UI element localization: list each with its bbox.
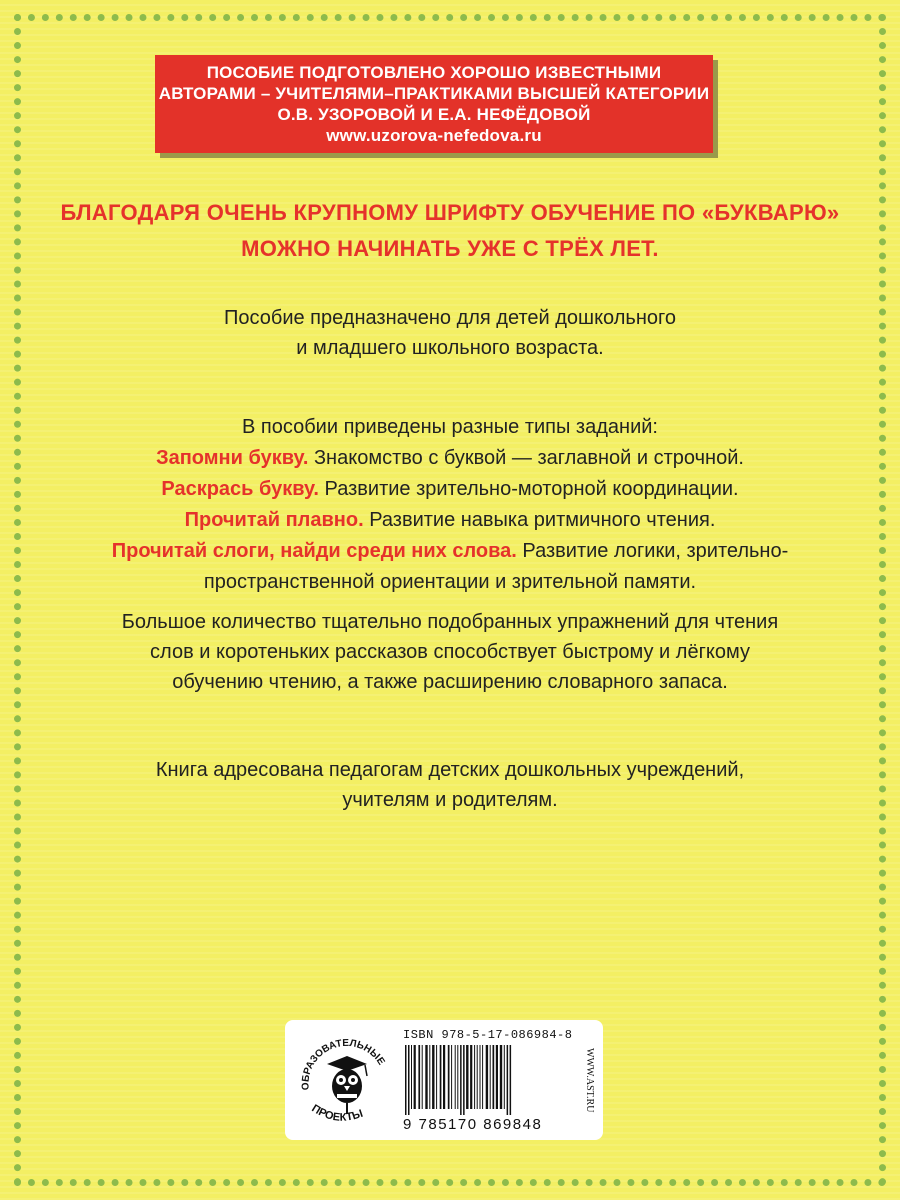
- logo-top-text: ОБРАЗОВАТЕЛЬНЫЕ: [300, 1037, 387, 1091]
- barcode-bar: [470, 1045, 472, 1109]
- barcode-bar: [510, 1045, 512, 1115]
- task-desc: Развитие логики, зрительно-: [516, 540, 789, 562]
- barcode-bar: [480, 1045, 481, 1109]
- svg-text:ПРОЕКТЫ: [309, 1103, 364, 1124]
- headline: [40, 195, 860, 267]
- barcode-bar: [455, 1045, 456, 1109]
- task-name: Прочитай плавно.: [184, 509, 364, 531]
- barcode-bar: [436, 1045, 437, 1109]
- barcode-bar: [405, 1045, 407, 1115]
- exercises-paragraph: [40, 607, 860, 697]
- task-item: [40, 505, 860, 536]
- task-desc: Знакомство с буквой — заглавной и строчной.: [308, 447, 744, 469]
- intro-line-1: Пособие предназначено для детей дошкольного: [224, 307, 676, 329]
- barcode-bar: [457, 1045, 458, 1109]
- headline-line-2: МОЖНО НАЧИНАТЬ УЖЕ С ТРЁХ ЛЕТ.: [241, 236, 659, 261]
- barcode-bar: [440, 1045, 442, 1109]
- task-name: Прочитай слоги, найди среди них слова.: [111, 540, 517, 562]
- banner-website: www.uzorova-nefedova.ru: [326, 126, 542, 145]
- barcode-bar: [429, 1045, 430, 1109]
- banner-line-2: АВТОРАМИ – УЧИТЕЛЯМИ–ПРАКТИКАМИ ВЫСШЕЙ КАТЕГОРИИ: [158, 84, 710, 103]
- headline-line-1: БЛАГОДАРЯ ОЧЕНЬ КРУПНОМУ ШРИФТУ ОБУЧЕНИЕ ПО «БУКВАРЮ»: [60, 200, 840, 225]
- barcode-bar: [466, 1045, 468, 1109]
- barcode-bar: [486, 1045, 488, 1109]
- audience-line-2: учителям и родителям.: [342, 789, 558, 811]
- banner-line-1: ПОСОБИЕ ПОДГОТОВЛЕНО ХОРОШО ИЗВЕСТНЫМИ: [206, 63, 662, 82]
- exercises-line-1: Большое количество тщательно подобранных упражнений для чтения: [121, 611, 779, 633]
- banner-line-3: О.В. УЗОРОВОЙ И Е.А. НЕФЁДОВОЙ: [277, 105, 591, 124]
- barcode-bar: [411, 1045, 412, 1109]
- isbn-text: ISBN 978-5-17-086984-8: [403, 1028, 573, 1042]
- barcode-bar: [425, 1045, 427, 1109]
- task-desc: Развитие зрительно-моторной координации.: [318, 478, 739, 500]
- publisher-logo-icon: [291, 1024, 399, 1136]
- exercises-line-3: обучению чтению, а также расширению словарного запаса.: [172, 671, 728, 693]
- barcode-bars: [403, 1045, 563, 1115]
- task-desc: Развитие навыка ритмичного чтения.: [363, 509, 716, 531]
- authors-banner: [155, 55, 713, 153]
- exercises-line-2: слов и коротеньких рассказов способствует быстрому и лёгкому: [150, 641, 750, 663]
- dotted-border: [14, 14, 886, 1186]
- barcode-panel: [285, 1020, 603, 1140]
- barcode-bar: [432, 1045, 434, 1109]
- barcode-bar: [504, 1045, 505, 1109]
- task-item: [40, 536, 860, 567]
- barcode-bar: [414, 1045, 416, 1109]
- barcode-bar: [418, 1045, 420, 1109]
- intro-paragraph: [40, 303, 860, 363]
- task-types: [40, 412, 860, 598]
- barcode-bar: [490, 1045, 491, 1109]
- tasks-heading: В пособии приведены разные типы заданий:: [242, 416, 658, 438]
- task-name: Раскрась букву.: [161, 478, 319, 500]
- barcode-bar: [493, 1045, 495, 1109]
- barcode-bar: [443, 1045, 445, 1109]
- tasks-tail: пространственной ориентации и зрительной памяти.: [203, 571, 697, 593]
- barcode-bar: [482, 1045, 483, 1109]
- task-name: Запомни букву.: [156, 447, 309, 469]
- barcode-bar: [451, 1045, 452, 1109]
- audience-paragraph: [40, 755, 860, 815]
- barcode-bar: [500, 1045, 502, 1109]
- barcode-bar: [477, 1045, 478, 1109]
- barcode-bar: [496, 1045, 498, 1109]
- barcode-bar: [474, 1045, 475, 1109]
- task-item: [40, 474, 860, 505]
- barcode-bar: [408, 1045, 410, 1115]
- logo-bottom-text: ПРОЕКТЫ: [309, 1102, 365, 1124]
- barcode-bar: [460, 1045, 462, 1115]
- barcode-bar: [448, 1045, 450, 1109]
- audience-line-1: Книга адресована педагогам детских дошкольных учреждений,: [155, 759, 745, 781]
- task-item: [40, 443, 860, 474]
- publisher-website: WWW.AST.RU: [584, 1047, 595, 1113]
- barcode-bar: [422, 1045, 423, 1109]
- intro-line-2: и младшего школьного возраста.: [296, 337, 604, 359]
- barcode-bar: [463, 1045, 465, 1115]
- barcode-number: 9 785170 869848: [403, 1116, 543, 1133]
- barcode-bar: [507, 1045, 509, 1115]
